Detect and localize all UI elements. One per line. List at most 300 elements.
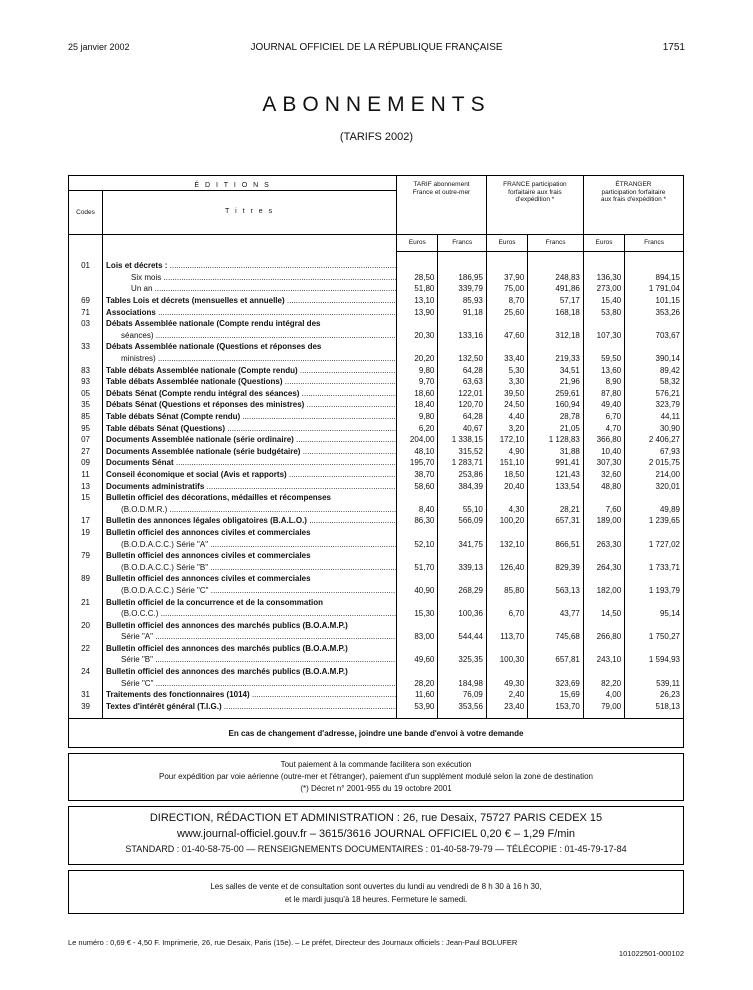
row-code-cont [69, 654, 103, 666]
row-value: 107,30 [583, 330, 624, 342]
row-value: 1 283,71 [438, 457, 487, 469]
row-value: 339,79 [438, 283, 487, 295]
row-code: 15 [81, 493, 90, 503]
row-value: 8,90 [583, 376, 624, 388]
row-value: 67,93 [625, 446, 684, 458]
row-value: 1 594,93 [625, 654, 684, 666]
row-value: 563,13 [528, 585, 584, 597]
row-title: Bulletin officiel des annonces des marchés publics (B.O.A.M.P.) [103, 643, 397, 655]
table-row [69, 492, 684, 504]
row-value: 13,10 [397, 295, 438, 307]
row-value: 53,90 [397, 701, 438, 713]
row-value: 122,01 [438, 388, 487, 400]
row-value: 4,90 [486, 446, 527, 458]
row-value: 28,20 [397, 677, 438, 689]
row-value: 82,20 [583, 677, 624, 689]
row-value: 366,80 [583, 434, 624, 446]
table-row [69, 399, 684, 411]
row-title: Bulletin officiel des annonces des marchés publics (B.O.A.M.P.) [103, 666, 397, 678]
unit-euros: Euros [486, 234, 527, 251]
row-value: 2 406,27 [625, 434, 684, 446]
unit-francs: Francs [528, 234, 584, 251]
row-value: 339,13 [438, 561, 487, 573]
row-value: 243,10 [583, 654, 624, 666]
direction-info [68, 806, 684, 865]
payment-line: Pour expédition par voie aérienne (outre-mer et l'étranger), paiement d'un supplément modulé selon la zone de destination [159, 772, 593, 781]
row-value-empty [528, 596, 584, 608]
row-value: 20,30 [397, 330, 438, 342]
row-value: 263,30 [583, 538, 624, 550]
row-title: Documents administratifs ..... [103, 480, 397, 492]
row-value-empty [438, 573, 487, 585]
row-title-continuation: Série "C" ..... [103, 677, 397, 689]
footer-reference: 101022501-000102 [618, 949, 684, 958]
row-value: 491,86 [528, 283, 584, 295]
opening-hours [68, 870, 684, 914]
row-value: 657,81 [528, 654, 584, 666]
row-value: 1 338,15 [438, 434, 487, 446]
row-value-empty [486, 318, 527, 330]
row-value-empty [438, 341, 487, 353]
row-value-empty [583, 550, 624, 562]
table-row [69, 631, 684, 643]
row-value-empty [583, 527, 624, 539]
row-value: 34,51 [528, 364, 584, 376]
row-value: 39,50 [486, 388, 527, 400]
row-value: 18,60 [397, 388, 438, 400]
row-value-empty [486, 527, 527, 539]
row-value: 168,18 [528, 306, 584, 318]
row-value: 214,00 [625, 469, 684, 481]
row-value: 37,90 [486, 272, 527, 284]
row-value: 4,30 [486, 503, 527, 515]
row-code: 89 [81, 574, 90, 584]
row-value: 353,56 [438, 701, 487, 713]
row-value-empty [486, 492, 527, 504]
row-value [438, 260, 487, 272]
table-row [69, 353, 684, 365]
row-value: 23,40 [486, 701, 527, 713]
direction-address: DIRECTION, RÉDACTION ET ADMINISTRATION : 26, rue Desaix, 75727 PARIS CEDEX 15 [149, 812, 603, 824]
row-value: 64,28 [438, 364, 487, 376]
row-code: 79 [81, 551, 90, 561]
row-value: 24,50 [486, 399, 527, 411]
row-value: 1 239,65 [625, 515, 684, 527]
row-title-continuation: Série "A" ..... [103, 631, 397, 643]
row-value: 2 015,75 [625, 457, 684, 469]
row-value: 20,20 [397, 353, 438, 365]
row-value: 353,26 [625, 306, 684, 318]
row-value: 1 128,83 [528, 434, 584, 446]
row-value: 10,40 [583, 446, 624, 458]
row-code: 83 [81, 365, 90, 375]
row-value: 151,10 [486, 457, 527, 469]
row-value: 121,43 [528, 469, 584, 481]
row-code: 69 [81, 296, 90, 306]
row-value: 33,40 [486, 353, 527, 365]
row-value: 1 727,02 [625, 538, 684, 550]
row-code: 71 [81, 307, 90, 317]
payment-line: Tout paiement à la commande facilitera son exécution [280, 760, 472, 769]
row-value: 323,69 [528, 677, 584, 689]
unit-euros: Euros [397, 234, 438, 251]
row-value: 101,15 [625, 295, 684, 307]
row-value: 21,96 [528, 376, 584, 388]
row-title: Débats Assemblée nationale (Compte rendu intégral des [103, 318, 397, 330]
row-value: 219,33 [528, 353, 584, 365]
row-value-empty [486, 666, 527, 678]
table-row [69, 341, 684, 353]
row-value: 15,69 [528, 689, 584, 701]
row-value: 9,80 [397, 411, 438, 423]
row-value-empty [528, 527, 584, 539]
row-value: 44,11 [625, 411, 684, 423]
row-value: 184,98 [438, 677, 487, 689]
direction-web: www.journal-officiel.gouv.fr – 3615/3616 JOURNAL OFFICIEL 0,20 € – 1,29 F/min [176, 827, 576, 840]
row-value: 253,86 [438, 469, 487, 481]
row-title-continuation: (B.O.D.A.C.C.) Série "C" ..... [103, 585, 397, 597]
row-title: Bulletin officiel de la concurrence et de la consommation [103, 596, 397, 608]
row-code: 22 [81, 643, 90, 653]
footer-imprint: Le numéro : 0,69 € - 4,50 F. Imprimerie, 26, rue Desaix, Paris (15e). – Le préfet, Directeur des Journaux officiels : Jean-Paul BOLUFER [68, 938, 518, 947]
units-row [69, 234, 684, 251]
row-value: 7,60 [583, 503, 624, 515]
row-title: Bulletin officiel des annonces civiles et commerciales [103, 573, 397, 585]
row-value-empty [438, 492, 487, 504]
row-value: 133,54 [528, 480, 584, 492]
row-value-empty [397, 573, 438, 585]
row-value-empty [625, 527, 684, 539]
row-value: 49,89 [625, 503, 684, 515]
row-code: 33 [81, 342, 90, 352]
row-value: 4,00 [583, 689, 624, 701]
row-value-empty [583, 318, 624, 330]
row-value: 6,20 [397, 422, 438, 434]
row-value-empty [397, 527, 438, 539]
row-value: 153,70 [528, 701, 584, 713]
row-value: 120,70 [438, 399, 487, 411]
table-row [69, 376, 684, 388]
row-title: Associations ..... [103, 306, 397, 318]
direction-phones: STANDARD : 01-40-58-75-00 — RENSEIGNEMENTS DOCUMENTAIRES : 01-40-58-79-79 — TÉLÉCOPIE : 01-45-79-17-84 [125, 844, 627, 854]
row-value: 259,61 [528, 388, 584, 400]
row-value-empty [625, 318, 684, 330]
row-value-empty [438, 550, 487, 562]
row-value-empty [625, 341, 684, 353]
row-title: Débats Sénat (Compte rendu intégral des séances) ..... [103, 388, 397, 400]
titres-header: T i t r e s [103, 190, 397, 234]
table-row [69, 446, 684, 458]
decree-reference: (*) Décret n° 2001-955 du 19 octobre 2001 [300, 784, 452, 793]
row-title-continuation: (B.O.D.M.R.) ..... [103, 503, 397, 515]
table-row [69, 666, 684, 678]
row-value-empty [528, 318, 584, 330]
row-value: 89,42 [625, 364, 684, 376]
row-value: 703,67 [625, 330, 684, 342]
row-value: 566,09 [438, 515, 487, 527]
row-value: 63,63 [438, 376, 487, 388]
hours-line: Les salles de vente et de consultation sont ouvertes du lundi au vendredi de 8 h 30 à 16 h 30, [210, 882, 542, 891]
row-value: 18,50 [486, 469, 527, 481]
row-code: 03 [81, 319, 90, 329]
row-value: 8,40 [397, 503, 438, 515]
row-value: 51,70 [397, 561, 438, 573]
france-header: FRANCE participation forfaitaire aux frais d'expédition * [486, 176, 583, 235]
row-title: Six mois ..... [103, 272, 397, 284]
row-code: 19 [81, 527, 90, 537]
row-value: 83,00 [397, 631, 438, 643]
row-value: 76,09 [438, 689, 487, 701]
row-title-continuation: ministres) ..... [103, 353, 397, 365]
row-code: 05 [81, 388, 90, 398]
row-value: 32,60 [583, 469, 624, 481]
row-value: 28,50 [397, 272, 438, 284]
row-title: Bulletin des annonces légales obligatoires (B.A.L.O.) ..... [103, 515, 397, 527]
row-value: 2,40 [486, 689, 527, 701]
row-value: 4,70 [583, 422, 624, 434]
row-value: 312,18 [528, 330, 584, 342]
row-value: 49,60 [397, 654, 438, 666]
page-number: 1751 [662, 42, 685, 53]
table-row [69, 689, 684, 701]
row-value: 75,00 [486, 283, 527, 295]
table-row [69, 272, 684, 284]
table-row [69, 434, 684, 446]
row-value-empty [528, 492, 584, 504]
page-subtitle: (TARIFS 2002) [339, 131, 414, 143]
row-value-empty [583, 596, 624, 608]
row-value-empty [486, 573, 527, 585]
row-value: 160,94 [528, 399, 584, 411]
row-value: 576,21 [625, 388, 684, 400]
row-value: 49,30 [486, 677, 527, 689]
row-value: 13,60 [583, 364, 624, 376]
table-row [69, 619, 684, 631]
row-title: Un an ..... [103, 283, 397, 295]
row-value-empty [397, 596, 438, 608]
row-value: 28,78 [528, 411, 584, 423]
row-title-continuation: (B.O.D.A.C.C.) Série "B" ..... [103, 561, 397, 573]
table-row [69, 318, 684, 330]
row-value: 195,70 [397, 457, 438, 469]
row-value-empty [583, 573, 624, 585]
row-value: 133,16 [438, 330, 487, 342]
row-value-empty [583, 643, 624, 655]
row-value: 544,44 [438, 631, 487, 643]
row-value-empty [625, 596, 684, 608]
row-value: 58,32 [625, 376, 684, 388]
row-value: 268,29 [438, 585, 487, 597]
row-value: 52,10 [397, 538, 438, 550]
table-row [69, 457, 684, 469]
unit-francs: Francs [625, 234, 684, 251]
table-row [69, 503, 684, 515]
row-value: 3,30 [486, 376, 527, 388]
table-row [69, 654, 684, 666]
journal-name: JOURNAL OFFICIEL DE LA RÉPUBLIQUE FRANÇAISE [250, 42, 503, 53]
table-row [69, 677, 684, 689]
row-value: 315,52 [438, 446, 487, 458]
row-value: 307,30 [583, 457, 624, 469]
row-value: 1 791,04 [625, 283, 684, 295]
row-title: Textes d'intérêt général (T.I.G.) ..... [103, 701, 397, 713]
row-value: 55,10 [438, 503, 487, 515]
row-value: 86,30 [397, 515, 438, 527]
row-value-empty [625, 619, 684, 631]
table-row [69, 469, 684, 481]
row-code: 07 [81, 435, 90, 445]
row-code: 24 [81, 667, 90, 677]
row-title-continuation: (B.O.C.C.) ..... [103, 608, 397, 620]
row-code [69, 272, 103, 284]
row-code-cont [69, 585, 103, 597]
row-value: 264,30 [583, 561, 624, 573]
row-title-continuation: (B.O.D.A.C.C.) Série "A" ..... [103, 538, 397, 550]
table-row [69, 306, 684, 318]
row-code: 39 [81, 701, 90, 711]
row-value: 100,36 [438, 608, 487, 620]
table-row [69, 422, 684, 434]
table-row [69, 388, 684, 400]
row-value: 132,50 [438, 353, 487, 365]
table-row [69, 260, 684, 272]
row-value: 11,60 [397, 689, 438, 701]
row-value-empty [397, 619, 438, 631]
row-value: 186,95 [438, 272, 487, 284]
row-value: 136,30 [583, 272, 624, 284]
row-value: 172,10 [486, 434, 527, 446]
row-code: 93 [81, 377, 90, 387]
row-code: 01 [81, 261, 90, 271]
table-row [69, 330, 684, 342]
row-code-cont [69, 330, 103, 342]
row-value: 320,01 [625, 480, 684, 492]
row-value: 28,21 [528, 503, 584, 515]
row-code-cont [69, 631, 103, 643]
row-value-empty [528, 550, 584, 562]
row-value: 657,31 [528, 515, 584, 527]
unit-euros: Euros [583, 234, 624, 251]
row-title: Documents Assemblée nationale (série budgétaire) ..... [103, 446, 397, 458]
row-value: 204,00 [397, 434, 438, 446]
row-title: Bulletin officiel des annonces des marchés publics (B.O.A.M.P.) [103, 619, 397, 631]
row-code-cont [69, 608, 103, 620]
row-value: 390,14 [625, 353, 684, 365]
row-value: 9,80 [397, 364, 438, 376]
row-value [397, 260, 438, 272]
row-value: 43,77 [528, 608, 584, 620]
row-value: 40,90 [397, 585, 438, 597]
row-value-empty [486, 619, 527, 631]
row-code: 31 [81, 690, 90, 700]
row-value-empty [583, 492, 624, 504]
row-title: Table débats Assemblée nationale (Questions) ..... [103, 376, 397, 388]
row-value: 31,88 [528, 446, 584, 458]
row-value: 518,13 [625, 701, 684, 713]
unit-francs: Francs [438, 234, 487, 251]
row-code: 27 [81, 446, 90, 456]
row-value: 20,40 [486, 480, 527, 492]
row-title: Bulletin officiel des annonces civiles et commerciales [103, 550, 397, 562]
table-row [69, 643, 684, 655]
codes-header: Codes [69, 190, 103, 234]
table-row [69, 585, 684, 597]
row-code: 21 [81, 597, 90, 607]
tarifs-table [68, 175, 684, 719]
row-value: 15,30 [397, 608, 438, 620]
row-value: 40,67 [438, 422, 487, 434]
row-value-empty [583, 619, 624, 631]
row-value: 1 750,27 [625, 631, 684, 643]
editions-header: É D I T I O N S [194, 182, 271, 189]
table-row [69, 573, 684, 585]
row-value [528, 260, 584, 272]
row-value-empty [438, 666, 487, 678]
row-value: 3,20 [486, 422, 527, 434]
row-value: 30,90 [625, 422, 684, 434]
page-header [68, 42, 685, 56]
row-title: Documents Sénat ..... [103, 457, 397, 469]
row-code: 17 [81, 516, 90, 526]
issue-date: 25 janvier 2002 [68, 42, 130, 52]
table-row [69, 515, 684, 527]
row-value: 539,11 [625, 677, 684, 689]
row-value: 95,14 [625, 608, 684, 620]
row-value: 323,79 [625, 399, 684, 411]
row-code: 13 [81, 481, 90, 491]
row-code-cont [69, 677, 103, 689]
table-row [69, 527, 684, 539]
row-value: 57,17 [528, 295, 584, 307]
row-code: 35 [81, 400, 90, 410]
row-value-empty [528, 573, 584, 585]
table-row [69, 538, 684, 550]
row-value: 14,50 [583, 608, 624, 620]
table-row [69, 701, 684, 713]
row-value: 13,90 [397, 306, 438, 318]
row-value: 59,50 [583, 353, 624, 365]
table-row [69, 364, 684, 376]
hours-line: et le mardi jusqu'à 18 heures. Fermeture le samedi. [284, 895, 468, 904]
row-title: Traitements des fonctionnaires (1014) ..... [103, 689, 397, 701]
row-title: Bulletin officiel des décorations, médailles et récompenses [103, 492, 397, 504]
table-row [69, 596, 684, 608]
row-value: 182,00 [583, 585, 624, 597]
row-code: 85 [81, 412, 90, 422]
table-row [69, 283, 684, 295]
row-value-empty [583, 666, 624, 678]
payment-info [68, 753, 684, 801]
row-title-continuation: séances) ..... [103, 330, 397, 342]
row-title: Lois et décrets : ..... [103, 260, 397, 272]
row-code: 95 [81, 423, 90, 433]
row-value: 53,80 [583, 306, 624, 318]
row-value: 273,00 [583, 283, 624, 295]
row-value: 894,15 [625, 272, 684, 284]
address-change-notice: En cas de changement d'adresse, joindre une bande d'envoi à votre demande [68, 718, 684, 748]
row-value-empty [486, 643, 527, 655]
table-row [69, 480, 684, 492]
row-value-empty [583, 341, 624, 353]
row-value-empty [397, 550, 438, 562]
row-value-empty [486, 550, 527, 562]
row-value-empty [528, 666, 584, 678]
row-value: 100,20 [486, 515, 527, 527]
row-value: 384,39 [438, 480, 487, 492]
row-value-empty [438, 619, 487, 631]
row-value: 325,35 [438, 654, 487, 666]
row-code-cont [69, 538, 103, 550]
